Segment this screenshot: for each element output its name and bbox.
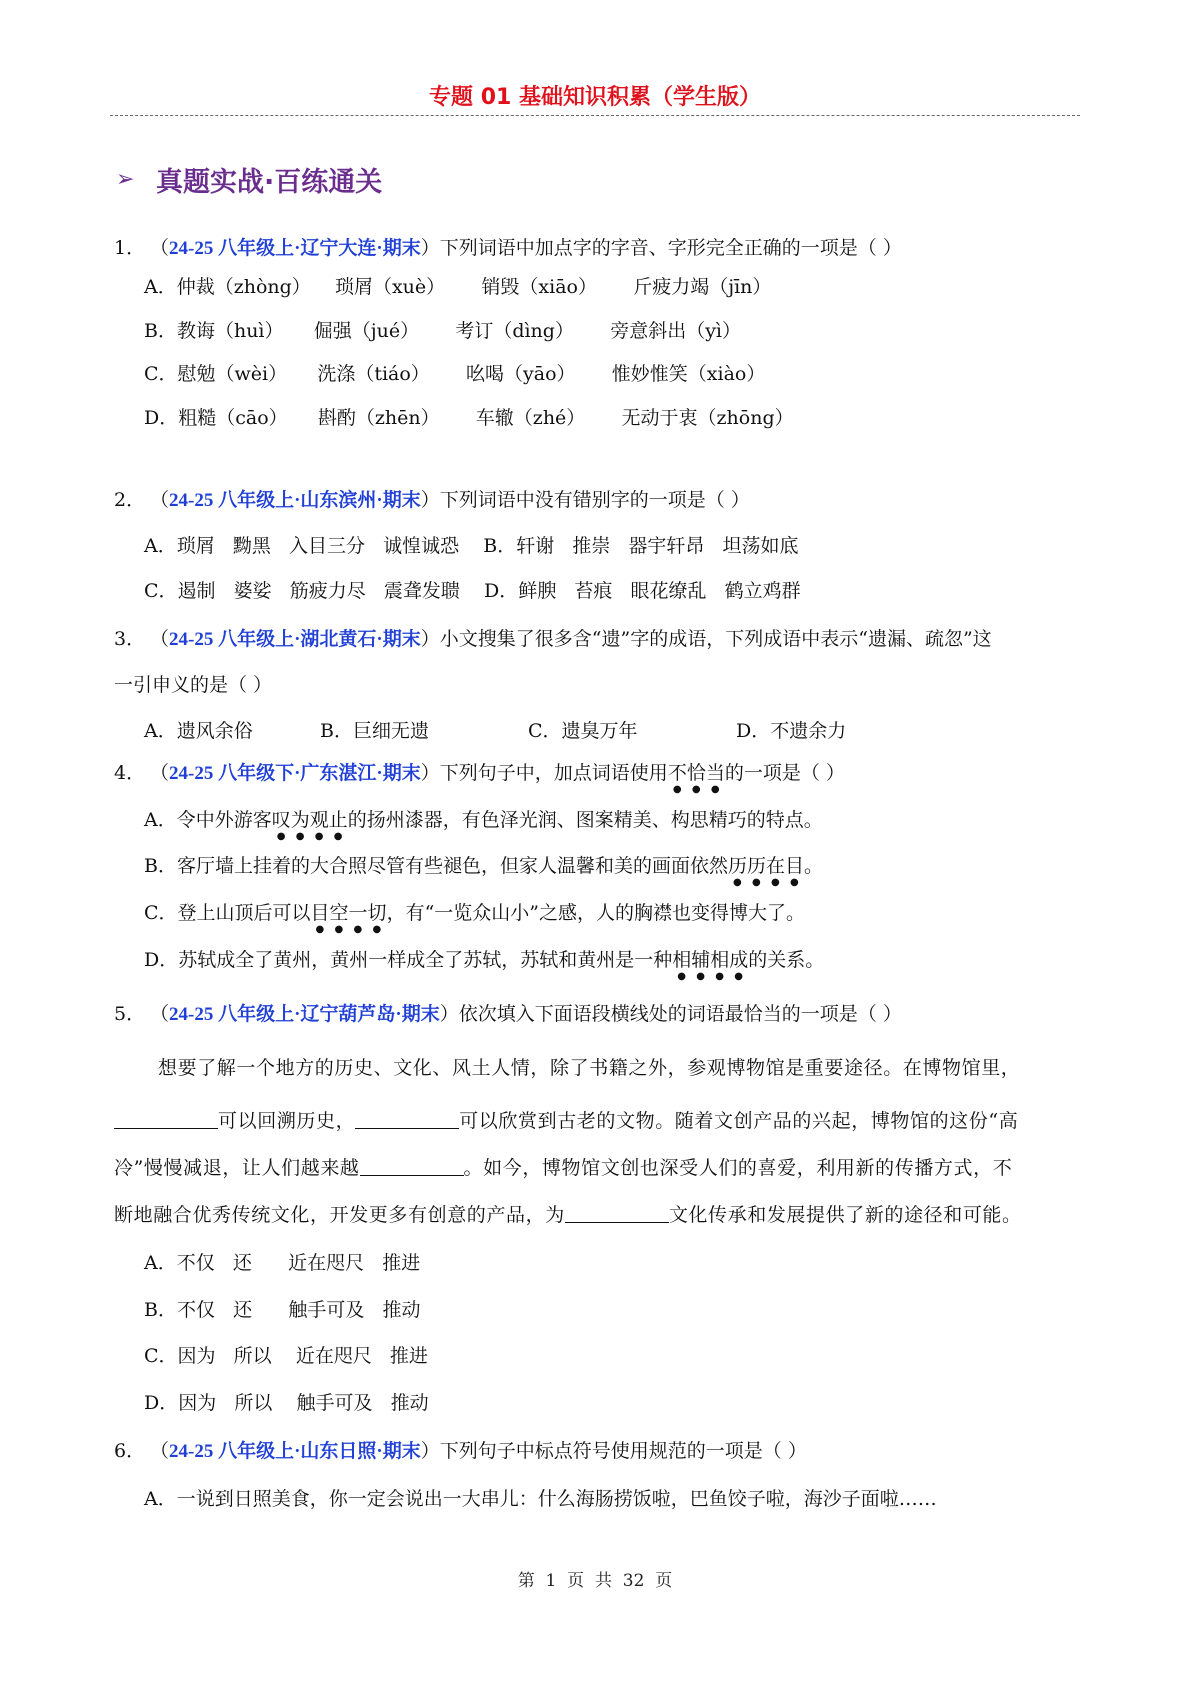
options-c-d: C．遏制 婆娑 筋疲力尽 震聋发聩 D．鲜腴 苔痕 眼花缭乱 鹤立鸡群 <box>144 580 801 602</box>
arrow-bullet-icon: ➢ <box>116 167 135 192</box>
question-6: 6． （24-25 八年级上·山东日照·期末）下列句子中标点符号使用规范的一项是（ ） <box>114 1437 807 1466</box>
fill-blank <box>360 1155 464 1176</box>
question-number: 2． <box>114 489 146 511</box>
option-a: A．不仅 还 近在咫尺 推进 <box>144 1252 421 1274</box>
emphasis-word: 叹为观止 <box>271 809 348 831</box>
emphasis-word: 不恰当 <box>667 762 725 784</box>
option-b: B．不仅 还 触手可及 推动 <box>144 1299 421 1321</box>
emphasis-word: 目空一切 <box>310 902 387 924</box>
question-source: 24-25 八年级上·山东日照·期末 <box>169 1441 421 1462</box>
options-a-b: A．琐屑 黝黑 入目三分 诚惶诚恐 B．轩谢 推崇 器宇轩昂 坦荡如底 <box>144 535 799 557</box>
option-a: A．令中外游客叹为观止的扬州漆器，有色泽光润、图案精美、构思精巧的特点。 <box>144 809 823 831</box>
page-footer: 第 1 页 共 32 页 <box>517 1571 673 1591</box>
question-stem: 依次填入下面语段横线处的词语最恰当的一项是（ ） <box>458 1003 902 1025</box>
question-3-stem-continued: 一引申义的是（ ） <box>114 674 273 696</box>
question-source: 24-25 八年级下·广东湛江·期末 <box>169 763 421 784</box>
question-5: 5． （24-25 八年级上·辽宁葫芦岛·期末）依次填入下面语段横线处的词语最恰当的一项是（ ） <box>114 1000 902 1029</box>
question-number: 1． <box>114 237 146 259</box>
section-heading <box>116 160 382 199</box>
option-c: C．遗臭万年 <box>528 720 638 742</box>
option-b: B．教诲（huì） 倔强（jué） 考订（dìng） 旁意斜出（yì） <box>144 320 742 342</box>
emphasis-word: 历历在目 <box>727 855 804 877</box>
question-number: 6． <box>114 1440 146 1462</box>
question-source: 24-25 八年级上·湖北黄石·期末 <box>169 629 421 650</box>
question-3: 3． （24-25 八年级上·湖北黄石·期末）小文搜集了很多含“遗”字的成语，下列成语中表示“遗漏、疏忽”这 <box>114 625 992 654</box>
question-stem: 小文搜集了很多含“遗”字的成语，下列成语中表示“遗漏、疏忽”这 <box>439 628 992 650</box>
option-d: D．不遗余力 <box>736 720 847 742</box>
page-header-title: 专题 01 基础知识积累（学生版） <box>429 85 761 110</box>
question-4: 4． （24-25 八年级下·广东湛江·期末）下列句子中，加点词语使用不恰当的一项是（ ） <box>114 759 845 795</box>
question-stem: 下列句子中，加点词语使用 <box>439 762 668 784</box>
question-stem: 下列句子中标点符号使用规范的一项是（ ） <box>439 1440 807 1462</box>
option-a: A．一说到日照美食，你一定会说出一大串儿：什么海肠捞饭啦，巴鱼饺子啦，海沙子面啦…… <box>144 1488 937 1510</box>
question-number: 3． <box>114 628 146 650</box>
option-a: A．遗风余俗 <box>144 720 253 742</box>
passage-line-4: 断地融合优秀传统文化，开发更多有创意的产品，为 文化传承和发展提供了新的途径和可能。 <box>114 1204 1022 1226</box>
question-1: 1． （24-25 八年级上·辽宁大连·期末）下列词语中加点字的字音、字形完全正确的一项是（ ） <box>114 234 902 263</box>
option-b: B．客厅墙上挂着的大合照尽管有些褪色，但家人温馨和美的画面依然历历在目。 <box>144 855 823 877</box>
option-d: D．因为 所以 触手可及 推动 <box>144 1392 429 1414</box>
option-c: C．登上山顶后可以目空一切，有“一览众山小”之感，人的胸襟也变得博大了。 <box>144 902 805 924</box>
option-d: D．苏轼成全了黄州，黄州一样成全了苏轼，苏轼和黄州是一种相辅相成的关系。 <box>144 949 825 971</box>
question-source: 24-25 八年级上·辽宁大连·期末 <box>169 238 421 259</box>
header-divider <box>110 115 1080 116</box>
fill-blank <box>565 1202 669 1223</box>
option-d: D．粗糙（cāo） 斟酌（zhēn） 车辙（zhé） 无动于衷（zhōng） <box>144 407 794 429</box>
option-c: C．因为 所以 近在咫尺 推进 <box>144 1345 428 1367</box>
section-title: 真题实战·百练通关 <box>156 167 383 198</box>
passage-line-1: 想要了解一个地方的历史、文化、风土人情，除了书籍之外，参观博物馆是重要途径。在博物馆里， <box>158 1057 1021 1079</box>
question-2: 2． （24-25 八年级上·山东滨州·期末）下列词语中没有错别字的一项是（ ） <box>114 486 750 515</box>
fill-blank <box>114 1108 218 1129</box>
passage-line-3: 冷”慢慢减退，让人们越来越 。如今，博物馆文创也深受人们的喜爱，利用新的传播方式，不 <box>114 1157 1013 1179</box>
option-b: B．巨细无遗 <box>320 720 429 742</box>
question-source: 24-25 八年级上·辽宁葫芦岛·期末 <box>169 1004 440 1025</box>
question-stem: 下列词语中没有错别字的一项是（ ） <box>439 489 750 511</box>
fill-blank <box>355 1108 459 1129</box>
emphasis-word: 相辅相成 <box>672 949 749 971</box>
question-source: 24-25 八年级上·山东滨州·期末 <box>169 490 421 511</box>
question-number: 5． <box>114 1003 146 1025</box>
question-number: 4． <box>114 762 146 784</box>
option-c: C．慰勉（wèi） 洗涤（tiáo） 吆喝（yāo） 惟妙惟笑（xiào） <box>144 363 766 385</box>
passage-line-2: 可以回溯历史， 可以欣赏到古老的文物。随着文创产品的兴起，博物馆的这份“高 <box>114 1107 1018 1135</box>
option-a: A．仲裁（zhòng） 琐屑（xuè） 销毁（xiāo） 斤疲力竭（jīn） <box>144 276 772 298</box>
question-stem: 下列词语中加点字的字音、字形完全正确的一项是（ ） <box>439 237 902 259</box>
